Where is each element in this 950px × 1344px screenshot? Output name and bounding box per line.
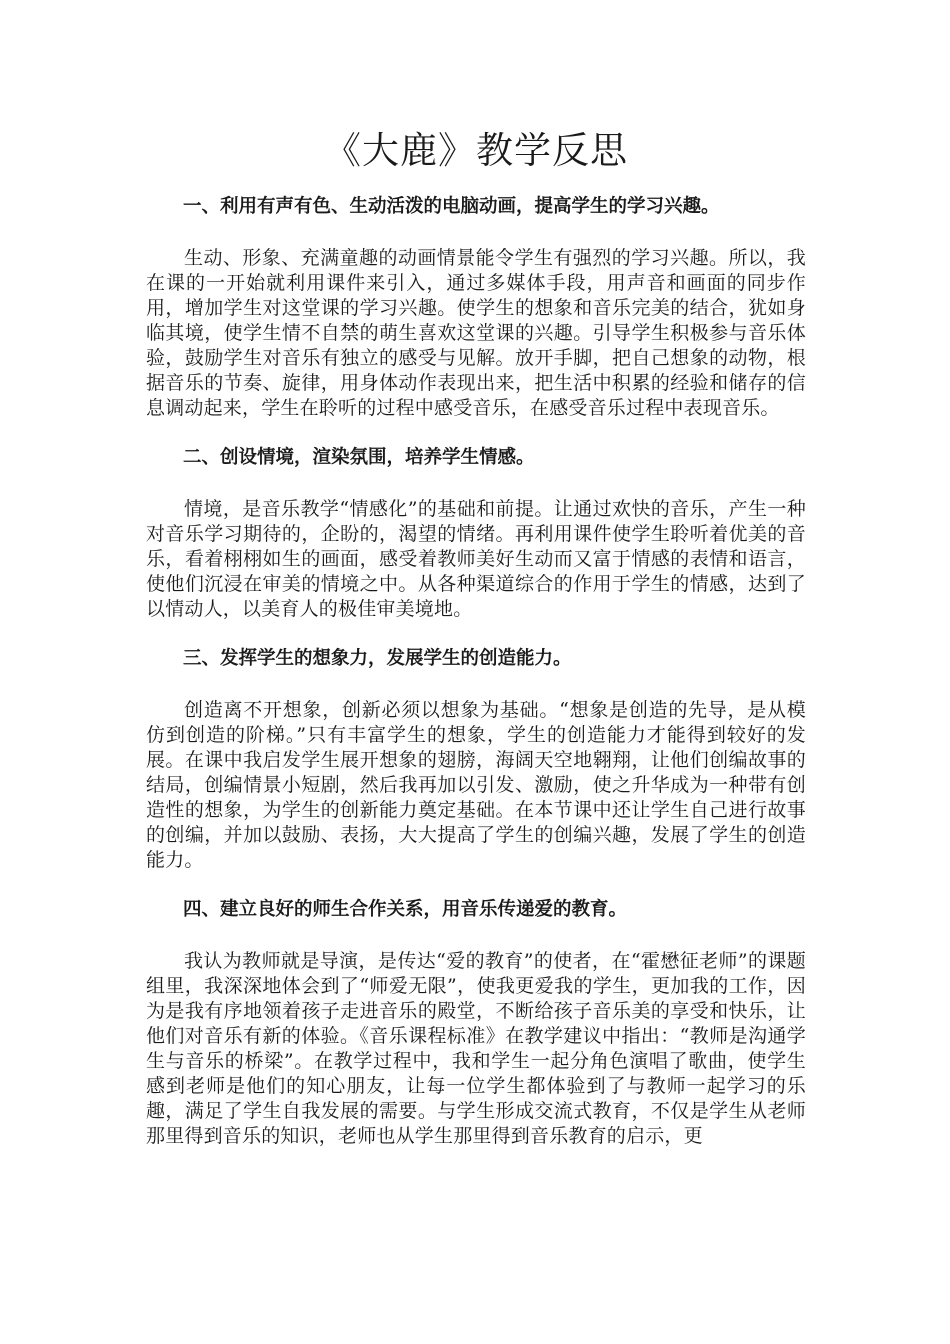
section-body-2: 情境，是音乐教学“情感化”的基础和前提。让通过欢快的音乐，产生一种对音乐学习期待的，企盼的，渴望的情绪。再利用课件使学生聆听着优美的音乐，看着栩栩如生的画面，感受着教师美好生动而又富于情感的表情和语言，使他们沉浸在审美的情境之中。从各种渠道综合的作用于学生的情感，达到了以情动人，以美育人的极佳审美境地。 xyxy=(146,498,806,620)
section-heading-3: 三、发挥学生的想象力，发展学生的创造能力。 xyxy=(183,648,572,669)
section-heading-4: 四、建立良好的师生合作关系，用音乐传递爱的教育。 xyxy=(183,899,628,920)
section-body-1: 生动、形象、充满童趣的动画情景能令学生有强烈的学习兴趣。所以，我在课的一开始就利用课件来引入，通过多媒体手段，用声音和画面的同步作用，增加学生对这堂课的学习兴趣。使学生的想象和音乐完美的结合，犹如身临其境，使学生情不自禁的萌生喜欢这堂课的兴趣。引导学生积极参与音乐体验，鼓励学生对音乐有独立的感受与见解。放开手脚，把自己想象的动物，根据音乐的节奏、旋律，用身体动作表现出来，把生活中积累的经验和储存的信息调动起来，学生在聆听的过程中感受音乐，在感受音乐过程中表现音乐。 xyxy=(146,247,806,419)
section-heading-2: 二、创设情境，渲染氛围，培养学生情感。 xyxy=(183,447,535,468)
section-body-4: 我认为教师就是导演，是传达“爱的教育”的使者，在“霍懋征老师”的课题组里，我深深地体会到了“师爱无限”，使我更爱我的学生，更加我的工作，因为是我有序地领着孩子走进音乐的殿堂，不断给孩子音乐美的享受和快乐，让他们对音乐有新的体验。《音乐课程标准》在教学建议中指出：“教师是沟通学生与音乐的桥梁”。在教学过程中，我和学生一起分角色演唱了歌曲，使学生感到老师是他们的知心朋友，让每一位学生都体验到了与教师一起学习的乐趣，满足了学生自我发展的需要。与学生形成交流式教育，不仅是学生从老师那里得到音乐的知识，老师也从学生那里得到音乐教育的启示，更 xyxy=(146,950,806,1147)
section-body-3: 创造离不开想象，创新必须以想象为基础。“想象是创造的先导，是从模仿到创造的阶梯。”只有丰富学生的想象，学生的创造能力才能得到较好的发展。在课中我启发学生展开想象的翅膀，海阔天空地翱翔，让他们创编故事的结局，创编情景小短剧，然后我再加以引发、激励，使之升华成为一种带有创造性的想象，为学生的创新能力奠定基础。在本节课中还让学生自己进行故事的创编，并加以鼓励、表扬，大大提高了学生的创编兴趣，发展了学生的创造能力。 xyxy=(146,699,806,871)
document-title: 《大鹿》教学反思 xyxy=(324,129,628,172)
document-page xyxy=(146,128,806,1173)
section-heading-1: 一、利用有声有色、生动活泼的电脑动画，提高学生的学习兴趣。 xyxy=(183,196,720,217)
